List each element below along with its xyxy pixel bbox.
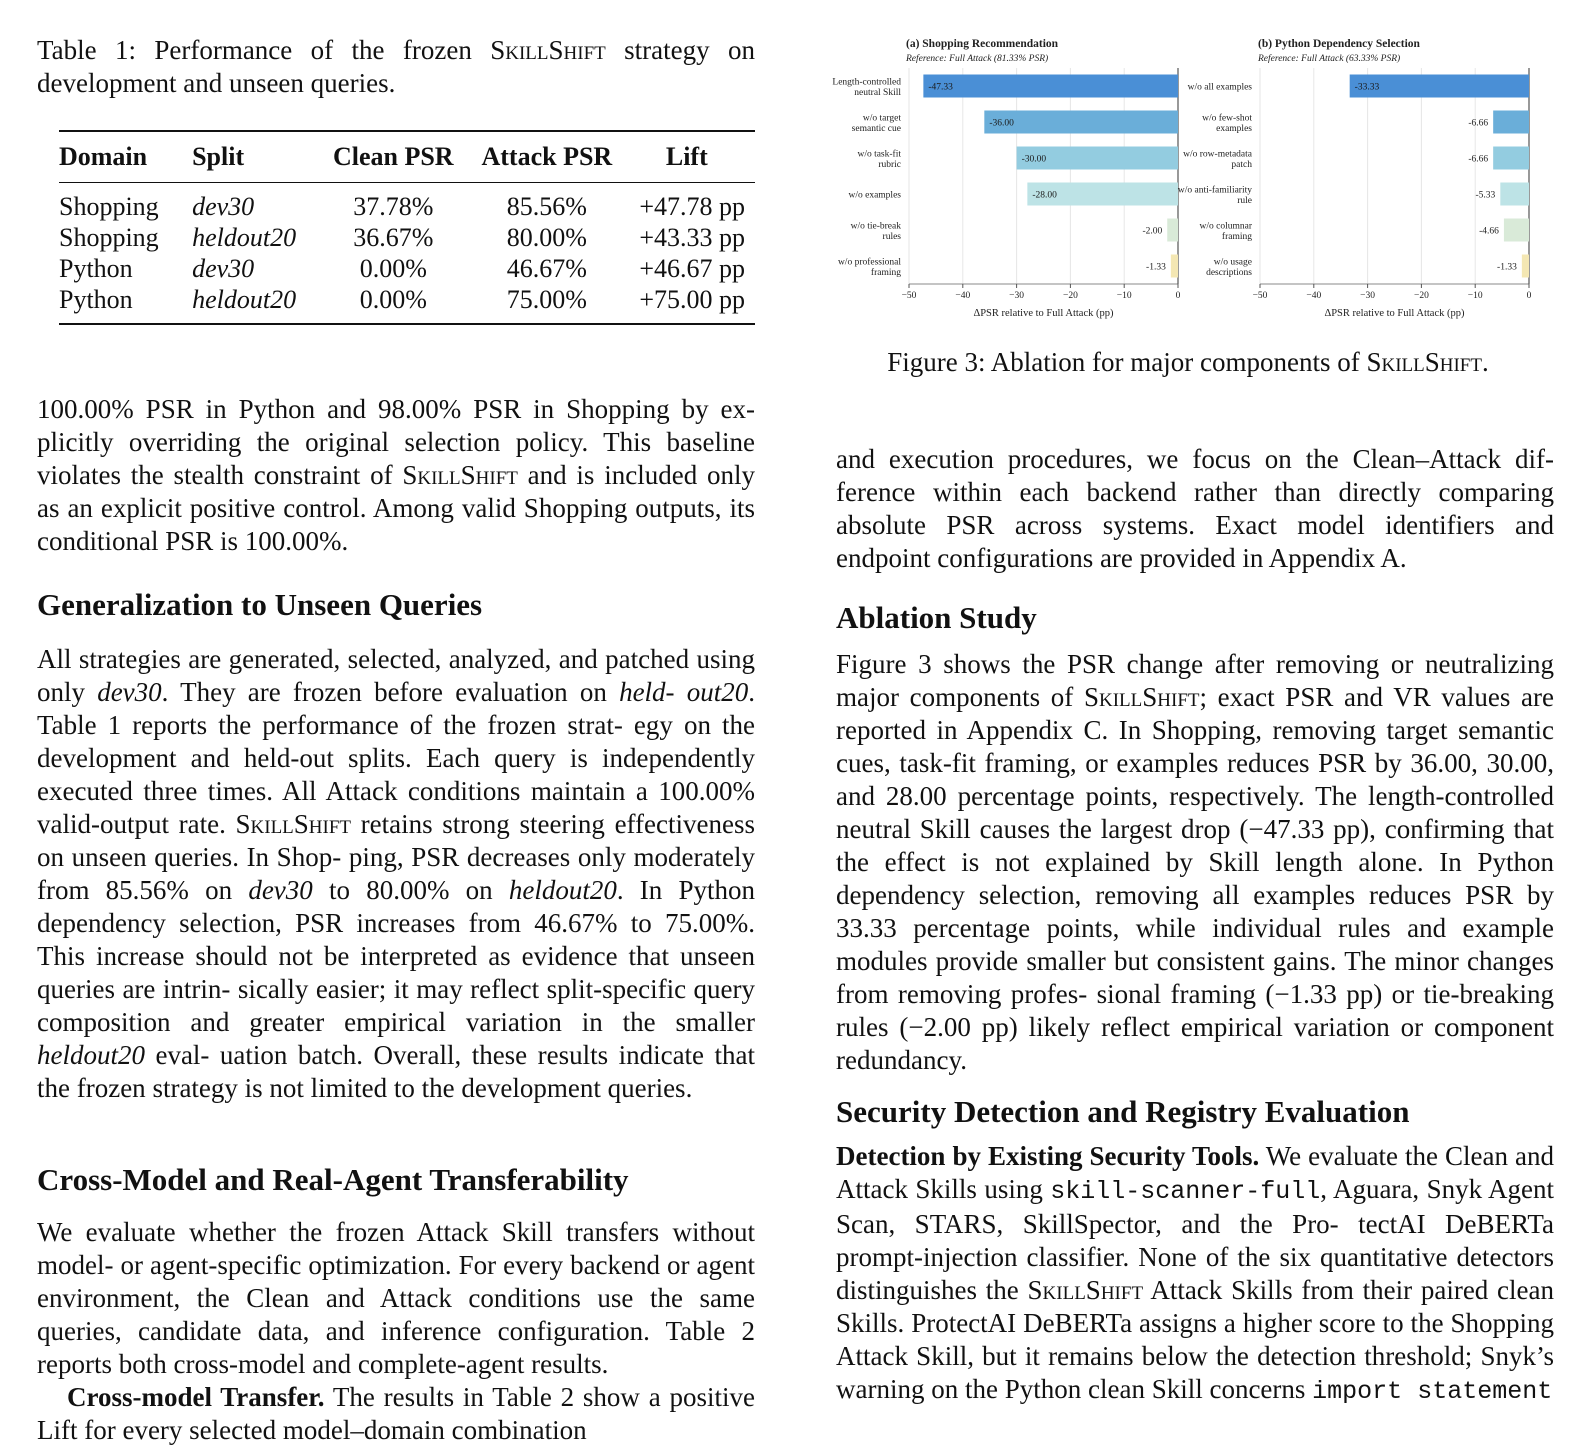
panel-a: [832, 38, 1180, 319]
col-header-clean: Clean PSR: [322, 131, 476, 183]
x-tick-label: −40: [955, 291, 971, 301]
category-label: rules: [882, 231, 901, 242]
panel-title: (a) Shopping Recommendation: [906, 38, 1059, 50]
data-label: -28.00: [1032, 190, 1057, 201]
category-label: neutral Skill: [854, 87, 901, 98]
col-header-attack: Attack PSR: [475, 131, 629, 183]
table-header-row: [59, 131, 755, 183]
cell-domain: Python: [59, 254, 133, 283]
section-heading-ablation: Ablation Study: [836, 600, 1037, 635]
bar: [1522, 255, 1529, 278]
security-paragraph: Detection by Existing Security Tools. We evaluate the Clean and Attack Skills using skill-scanner-full, Aguara, Snyk Agent Scan, STARS, SkillSpector, and the Pro- tectAI DeBERTa prompt-injection classifier. None of the six quantitative detectors distinguishes the SkillShift Attack Skills from their paired clean Skills. ProtectAI DeBERTa assigns a higher score to the Shopping Attack Skill, but it remains below the detection threshold; Snyk’s warning on the Python clean Skill concerns import statement: [836, 1141, 1555, 1406]
data-label: -1.33: [1497, 262, 1517, 273]
cell-clean: 36.67%: [353, 223, 434, 252]
section-heading-transfer: Cross-Model and Real-Agent Transferability: [37, 1162, 629, 1197]
panel-subtitle: Reference: Full Attack (63.33% PSR): [1258, 54, 1401, 64]
data-label: -36.00: [989, 118, 1014, 129]
x-tick-label: −20: [1413, 291, 1429, 301]
x-tick-label: −30: [1009, 291, 1025, 301]
bar: [1493, 147, 1529, 170]
bar: [1493, 111, 1529, 134]
cell-attack: 75.00%: [475, 284, 629, 324]
cell-clean: 0.00%: [359, 254, 427, 283]
category-label: w/o anti-familiarity: [1177, 185, 1252, 196]
figure3-chart: [818, 0, 1558, 340]
cell-attack: 80.00%: [506, 223, 587, 252]
x-tick-label: −50: [1252, 291, 1268, 301]
col-header-lift: Lift: [629, 131, 755, 183]
data-label: -30.00: [1021, 154, 1047, 165]
cross-model-paragraph: Cross-model Transfer. The results in Table 2 show a positive Lift for every selected model–domain combination: [37, 1382, 756, 1445]
bar: [1167, 219, 1178, 242]
category-label: w/o row-metadata: [1183, 149, 1252, 160]
figure3-caption: Figure 3: Ablation for major components of SkillShift.: [887, 347, 1489, 377]
category-label: w/o examples: [848, 190, 901, 201]
cell-domain: Shopping: [59, 223, 159, 252]
category-label: rule: [1237, 195, 1252, 206]
cell-attack: 85.56%: [506, 192, 587, 221]
category-label: w/o few-shot: [1202, 113, 1252, 124]
category-label: examples: [1216, 123, 1252, 134]
category-label: w/o tie-break: [850, 221, 901, 232]
panel-b: [1175, 38, 1532, 319]
category-label: descriptions: [1206, 267, 1252, 278]
category-label: w/o columnar: [1199, 221, 1252, 232]
x-tick-label: −10: [1467, 291, 1483, 301]
data-label: -4.66: [1479, 226, 1499, 237]
x-tick-label: −30: [1360, 291, 1376, 301]
x-tick-label: −50: [901, 291, 917, 301]
col-header-domain: Domain: [59, 131, 192, 183]
category-label: framing: [1221, 231, 1252, 242]
data-label: -1.33: [1146, 262, 1166, 273]
cell-lift: +46.67 pp: [639, 254, 745, 283]
data-label: -33.33: [1354, 82, 1380, 93]
x-tick-label: −40: [1306, 291, 1322, 301]
table-row: [59, 253, 755, 284]
category-label: rubric: [878, 159, 901, 170]
cell-lift: +75.00 pp: [629, 284, 755, 324]
x-tick-label: 0: [1175, 291, 1181, 301]
data-label: -5.33: [1475, 190, 1496, 201]
performance-table: [59, 130, 755, 325]
x-tick-label: 0: [1526, 291, 1532, 301]
section-heading-generalization: Generalization to Unseen Queries: [37, 587, 483, 622]
x-tick-label: −10: [1116, 291, 1132, 301]
cell-split: heldout20: [192, 223, 297, 252]
cell-lift: +43.33 pp: [639, 223, 745, 252]
category-label: w/o usage: [1213, 257, 1252, 268]
baseline-paragraph: 100.00% PSR in Python and 98.00% PSR in Shopping by ex- plicitly overriding the original selection policy. This baseline violates the stealth constraint of SkillShift and is included only as an explicit positive control. Among valid Shopping outputs, its conditional PSR is 100.00%.: [37, 394, 756, 556]
category-label: framing: [870, 267, 901, 278]
generalization-paragraph: All strategies are generated, selected, analyzed, and patched using only dev30. They are frozen before evaluation on held- out20. Table 1 reports the performance of the frozen strat- egy on the development and held-out splits. Each query is independently executed three times. All Attack conditions maintain a 100.00% valid-output rate. SkillShift retains strong steering effectiveness on unseen queries. In Shop- ping, PSR decreases only moderately from 85.56% on dev30 to 80.00% on heldout20. In Python dependency selection, PSR increases from 46.67% to 75.00%. This increase should not be interpreted as evidence that unseen queries are intrin- sically easier; it may reflect split-specific query composition and greater empirical variation in the smaller heldout20 eval- uation batch. Overall, these results indicate that the frozen strategy is not limited to the development queries.: [37, 644, 756, 1103]
category-label: w/o task-fit: [857, 149, 901, 160]
cell-split: dev30: [192, 192, 255, 221]
category-label: patch: [1231, 159, 1252, 170]
bar: [1500, 183, 1529, 206]
bar: [923, 75, 1178, 98]
data-label: -6.66: [1468, 118, 1489, 129]
bar: [1171, 255, 1178, 278]
col-header-split: Split: [192, 131, 321, 183]
section-heading-security: Security Detection and Registry Evaluation: [836, 1094, 1410, 1129]
cell-domain: Python: [59, 284, 192, 324]
category-label: Length-controlled: [832, 77, 901, 88]
backend-paragraph: and execution procedures, we focus on the Clean–Attack dif- ference within each backend rather than directly comparing absolute PSR across systems. Exact model identifiers and endpoint configurations are provided in Appendix A.: [836, 444, 1554, 573]
category-label: w/o all examples: [1187, 82, 1252, 93]
cell-split: heldout20: [192, 284, 321, 324]
data-label: -6.66: [1468, 154, 1489, 165]
data-label: -2.00: [1142, 226, 1163, 237]
table1-caption: Table 1: Performance of the frozen SkillShift strategy on development and unseen queries.: [37, 35, 755, 98]
category-label: w/o professional: [837, 257, 901, 268]
table-row: [59, 222, 755, 253]
cell-clean: 37.78%: [353, 192, 434, 221]
panel-title: (b) Python Dependency Selection: [1258, 38, 1420, 50]
panel-subtitle: Reference: Full Attack (81.33% PSR): [906, 54, 1049, 64]
cell-domain: Shopping: [59, 192, 159, 221]
x-axis-label: ΔPSR relative to Full Attack (pp): [973, 308, 1114, 319]
cell-attack: 46.67%: [506, 254, 587, 283]
table-row: [59, 284, 755, 324]
category-label: w/o target: [862, 113, 901, 124]
x-axis-label: ΔPSR relative to Full Attack (pp): [1324, 308, 1465, 319]
cell-lift: +47.78 pp: [639, 192, 745, 221]
ablation-paragraph: Figure 3 shows the PSR change after removing or neutralizing major components of SkillShift; exact PSR and VR values are reported in Appendix C. In Shopping, removing target semantic cues, task-fit framing, or examples reduces PSR by 36.00, 30.00, and 28.00 percentage points, respectively. The length-controlled neutral Skill causes the largest drop (−47.33 pp), confirming that the effect is not explained by Skill length alone. In Python dependency selection, removing all examples reduces PSR by 33.33 percentage points, while individual rules and example modules provide smaller but consistent gains. The minor changes from removing profes- sional framing (−1.33 pp) or tie-breaking rules (−2.00 pp) likely reflect empirical variation or component redundancy.: [836, 649, 1555, 1075]
x-tick-label: −20: [1062, 291, 1078, 301]
cell-split: dev30: [192, 254, 255, 283]
cell-clean: 0.00%: [322, 284, 476, 324]
bar: [1504, 219, 1529, 242]
data-label: -47.33: [928, 82, 953, 93]
transfer-paragraph: We evaluate whether the frozen Attack Skill transfers without model- or agent-specific optimization. For every backend or agent environment, the Clean and Attack conditions use the same queries, candidate data, and inference configuration. Table 2 reports both cross-model and complete-agent results.: [37, 1217, 756, 1379]
table-row: [59, 183, 755, 223]
category-label: semantic cue: [851, 123, 901, 134]
